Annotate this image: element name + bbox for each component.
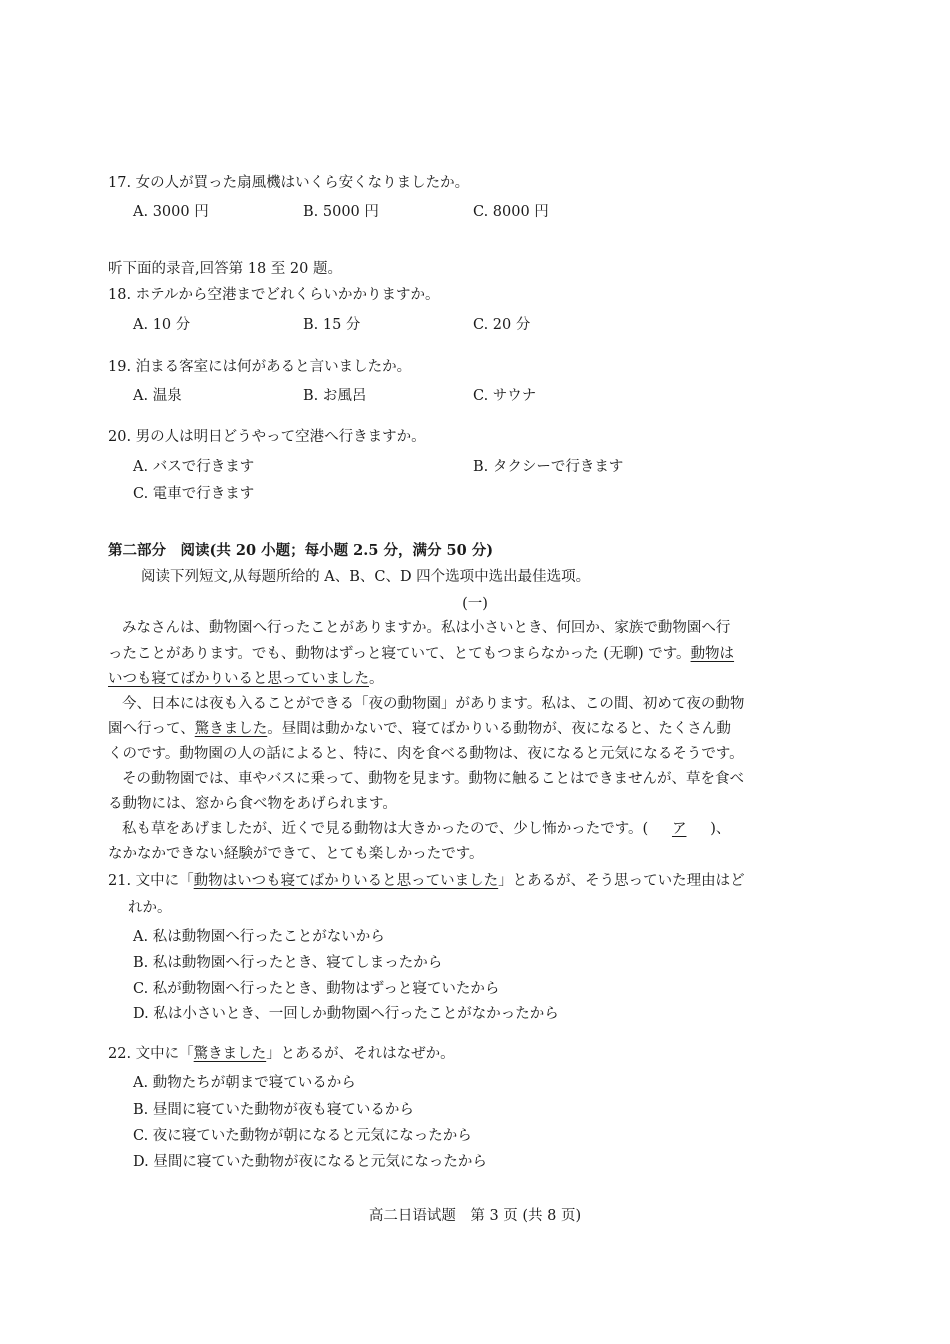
passage-line: る動物には、窓から食べ物をあげられます。 bbox=[108, 796, 397, 812]
part2-title: 第二部分 阅读(共 20 小题；每小题 2.5 分，满分 50 分) bbox=[108, 542, 494, 559]
q17-option-a: A. 3000 円 bbox=[133, 204, 209, 220]
passage-text: 。昼間は動かないで、寝てばかりいる動物が、夜になると、たくさん動 bbox=[267, 721, 731, 737]
q22-option-a: A. 動物たちが朝まで寝ているから bbox=[133, 1075, 356, 1091]
question-text: 22. 文中に「 bbox=[108, 1046, 194, 1062]
passage-line: 今、日本には夜も入ることができる「夜の動物園」があります。私は、この間、初めて夜の動物 bbox=[122, 696, 745, 712]
q22-option-b: B. 昼間に寝ていた動物が夜も寝ているから bbox=[133, 1102, 414, 1118]
underlined-phrase: 動物はいつも寝てばかりいると思っていました bbox=[193, 873, 499, 889]
passage-text: 園へ行って、 bbox=[108, 721, 195, 737]
passage-line: その動物園では、車やバスに乗って、動物を見ます。動物に触ることはできませんが、草を食べ bbox=[122, 771, 745, 787]
q21-option-b: B. 私は動物園へ行ったとき、寝てしまったから bbox=[133, 955, 443, 971]
q18-option-a: A. 10 分 bbox=[133, 317, 191, 333]
passage-line bbox=[108, 718, 731, 740]
question-17: 17. 女の人が買った扇風機はいくら安くなりましたか。 bbox=[108, 175, 470, 191]
q19-option-c: C. サウナ bbox=[473, 388, 537, 404]
q20-option-a: A. バスで行きます bbox=[133, 459, 255, 475]
passage-line bbox=[108, 668, 384, 690]
passage-line: なかなかできない経験ができて、とても楽しかったです。 bbox=[108, 846, 484, 862]
q21-option-a: A. 私は動物園へ行ったことがないから bbox=[133, 929, 385, 945]
q19-option-a: A. 温泉 bbox=[133, 388, 182, 404]
passage-line: みなさんは、動物園へ行ったことがありますか。私は小さいとき、何回か、家族で動物園へ行 bbox=[122, 620, 731, 636]
underlined-phrase: 驚きました bbox=[194, 721, 268, 737]
question-text: 」とあるが、それはなぜか。 bbox=[266, 1046, 455, 1062]
listening-instruction: 听下面的录音,回答第 18 至 20 题。 bbox=[108, 261, 342, 277]
question-20: 20. 男の人は明日どうやって空港へ行きますか。 bbox=[108, 429, 426, 445]
passage-text: 。 bbox=[369, 671, 384, 687]
question-18: 18. ホテルから空港までどれくらいかかりますか。 bbox=[108, 287, 440, 303]
underlined-phrase: 動物は bbox=[690, 646, 735, 662]
q19-option-b: B. お風呂 bbox=[303, 388, 367, 404]
underlined-phrase: いつも寝てばかりいると思っていました bbox=[108, 671, 369, 687]
answer-blank: ア bbox=[671, 821, 687, 837]
passage-text: )、 bbox=[710, 821, 731, 837]
q17-option-b: B. 5000 円 bbox=[303, 204, 379, 220]
question-text: 21. 文中に「 bbox=[108, 873, 194, 889]
question-21 bbox=[108, 870, 745, 892]
section-number: (一) bbox=[462, 596, 488, 612]
q21-option-d: D. 私は小さいとき、一回しか動物園へ行ったことがなかったから bbox=[133, 1006, 559, 1022]
q17-option-c: C. 8000 円 bbox=[473, 204, 549, 220]
passage-text: ったことがあります。でも、動物はずっと寝ていて、とてもつまらなかった (无聊) です。 bbox=[108, 646, 691, 662]
passage-line bbox=[122, 818, 730, 840]
passage-line: くのです。動物園の人の話によると、特に、肉を食べる動物は、夜になると元気になるそうです。 bbox=[108, 746, 744, 762]
passage-text: 私も草をあげましたが、近くで見る動物は大きかったので、少し怖かったです。( bbox=[122, 821, 649, 837]
part2-instruction: 阅读下列短文,从每题所给的 A、B、C、D 四个选项中选出最佳选项。 bbox=[141, 569, 591, 585]
q18-option-c: C. 20 分 bbox=[473, 317, 531, 333]
q20-option-c: C. 電車で行きます bbox=[133, 486, 255, 502]
passage-line bbox=[108, 643, 734, 665]
q18-option-b: B. 15 分 bbox=[303, 317, 361, 333]
question-21-continued: れか。 bbox=[128, 900, 172, 916]
question-19: 19. 泊まる客室には何があると言いましたか。 bbox=[108, 359, 412, 375]
page-footer: 高二日语试题 第 3 页 (共 8 页) bbox=[368, 1208, 582, 1224]
q22-option-c: C. 夜に寝ていた動物が朝になると元気になったから bbox=[133, 1128, 472, 1144]
q22-option-d: D. 昼間に寝ていた動物が夜になると元気になったから bbox=[133, 1154, 487, 1170]
underlined-phrase: 驚きました bbox=[193, 1046, 267, 1062]
q20-option-b: B. タクシーで行きます bbox=[473, 459, 624, 475]
question-22 bbox=[108, 1043, 455, 1065]
question-text: 」とあるが、そう思っていた理由はど bbox=[498, 873, 745, 889]
q21-option-c: C. 私が動物園へ行ったとき、動物はずっと寝ていたから bbox=[133, 981, 500, 997]
